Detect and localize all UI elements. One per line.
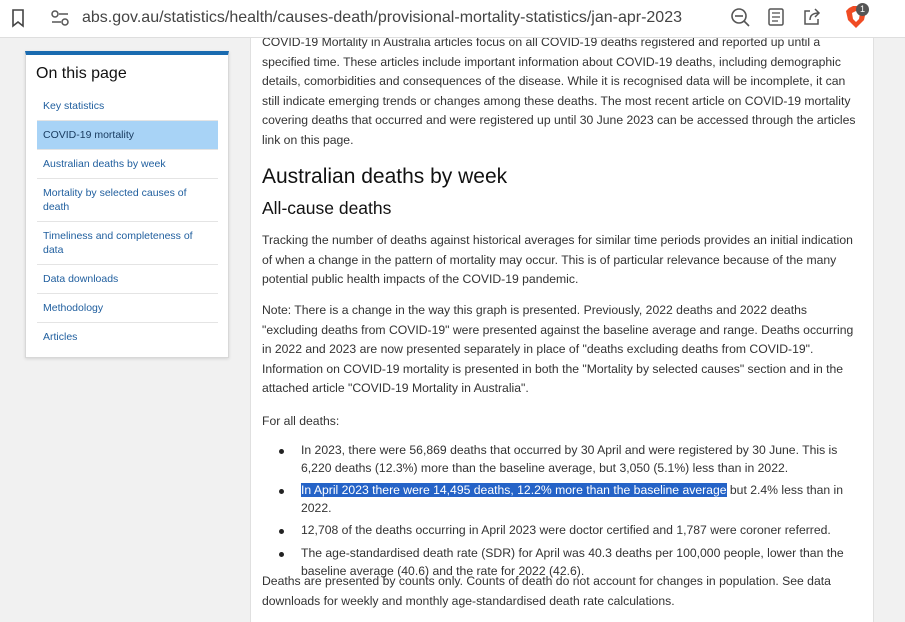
deaths-bullet-list xyxy=(275,442,865,585)
list-item: In 2023, there were 56,869 deaths that occurred by 30 April and were registered by 30 June. This is 6,220 deaths (12.3%) more than the baseline average, but 3,050 (5.1%) less than in 2022. xyxy=(275,442,865,477)
bookmark-icon[interactable] xyxy=(10,8,26,28)
sidebar-title: On this page xyxy=(36,65,127,82)
site-settings-icon[interactable] xyxy=(50,9,70,27)
list-item: 12,708 of the deaths occurring in April 2023 were doctor certified and 1,787 were coroner referred. xyxy=(275,522,865,540)
sidebar-item-timeliness-and-completeness[interactable]: Timeliness and completeness of data xyxy=(37,222,218,265)
share-icon[interactable] xyxy=(802,7,822,27)
sidebar-nav xyxy=(37,92,218,351)
section-subheading: All-cause deaths xyxy=(262,198,392,218)
sidebar-item-key-statistics[interactable]: Key statistics xyxy=(37,92,218,121)
sidebar-item-data-downloads[interactable]: Data downloads xyxy=(37,265,218,294)
browser-toolbar xyxy=(0,0,905,38)
note-paragraph: Note: There is a change in the way this graph is presented. Previously, 2022 deaths and 2022 deaths "excluding deaths from COVID-19" were presented against the baseline average and range. Deaths occurring in 2022 and 2023 are now presented separately in place of "deaths excluding deaths from COVID-19". Information on COVID-19 mortality is presented in both the "Mortality by selected causes" section and in the attached article "COVID-19 Mortality in Australia". xyxy=(262,303,854,396)
zoom-icon[interactable] xyxy=(730,7,750,27)
sidebar-item-articles[interactable]: Articles xyxy=(43,331,78,343)
sidebar-item-mortality-by-selected-causes[interactable]: Mortality by selected causes of death xyxy=(37,179,218,222)
tracking-paragraph: Tracking the number of deaths against historical averages for similar time periods provides an initial indication of when a change in the pattern of mortality may occur. This is of particular relevance because of the many potential public health impacts of the COVID-19 pandemic. xyxy=(262,233,853,287)
list-item-rest: but 2.4% less than in 2022. xyxy=(301,483,844,515)
list-item xyxy=(275,482,865,517)
covid-intro-paragraph: COVID-19 Mortality in Australia articles focus on all COVID-19 deaths registered and reported up until a specified time. These articles include important information about COVID-19 deaths, including demographic details, comorbidities and consequences of the disease. While it is recognised data will be incomplete, it can still indicate emerging trends or changes among these deaths. The most recent article on COVID-19 mortality covering deaths that occurred and were registered up until 30 June 2023 can be accessed through the articles link on this page. xyxy=(262,38,856,147)
sidebar-item-covid-19-mortality[interactable]: COVID-19 mortality xyxy=(37,121,218,150)
on-this-page-panel xyxy=(25,51,229,358)
counts-paragraph: Deaths are presented by counts only. Counts of death do not account for changes in population. See data downloads for weekly and monthly age-standardised death rate calculations. xyxy=(262,574,831,608)
sidebar-item-methodology[interactable]: Methodology xyxy=(37,294,218,323)
reader-mode-icon[interactable] xyxy=(766,7,786,27)
section-heading: Australian deaths by week xyxy=(262,165,508,188)
list-item: The age-standardised death rate (SDR) for April was 40.3 deaths per 100,000 people, lower than the baseline average (40.6) and the rate for 2022 (42.6). xyxy=(275,545,865,580)
selected-text[interactable]: In April 2023 there were 14,495 deaths, 12.2% more than the baseline average xyxy=(301,483,727,498)
extension-badge: 1 xyxy=(856,3,869,16)
for-all-deaths-label: For all deaths: xyxy=(262,414,340,428)
main-content xyxy=(250,38,874,622)
url-text[interactable]: abs.gov.au/statistics/health/causes-death/provisional-mortality-statistics/jan-apr-2023 xyxy=(82,9,682,26)
sidebar-item-australian-deaths-by-week[interactable]: Australian deaths by week xyxy=(37,150,218,179)
